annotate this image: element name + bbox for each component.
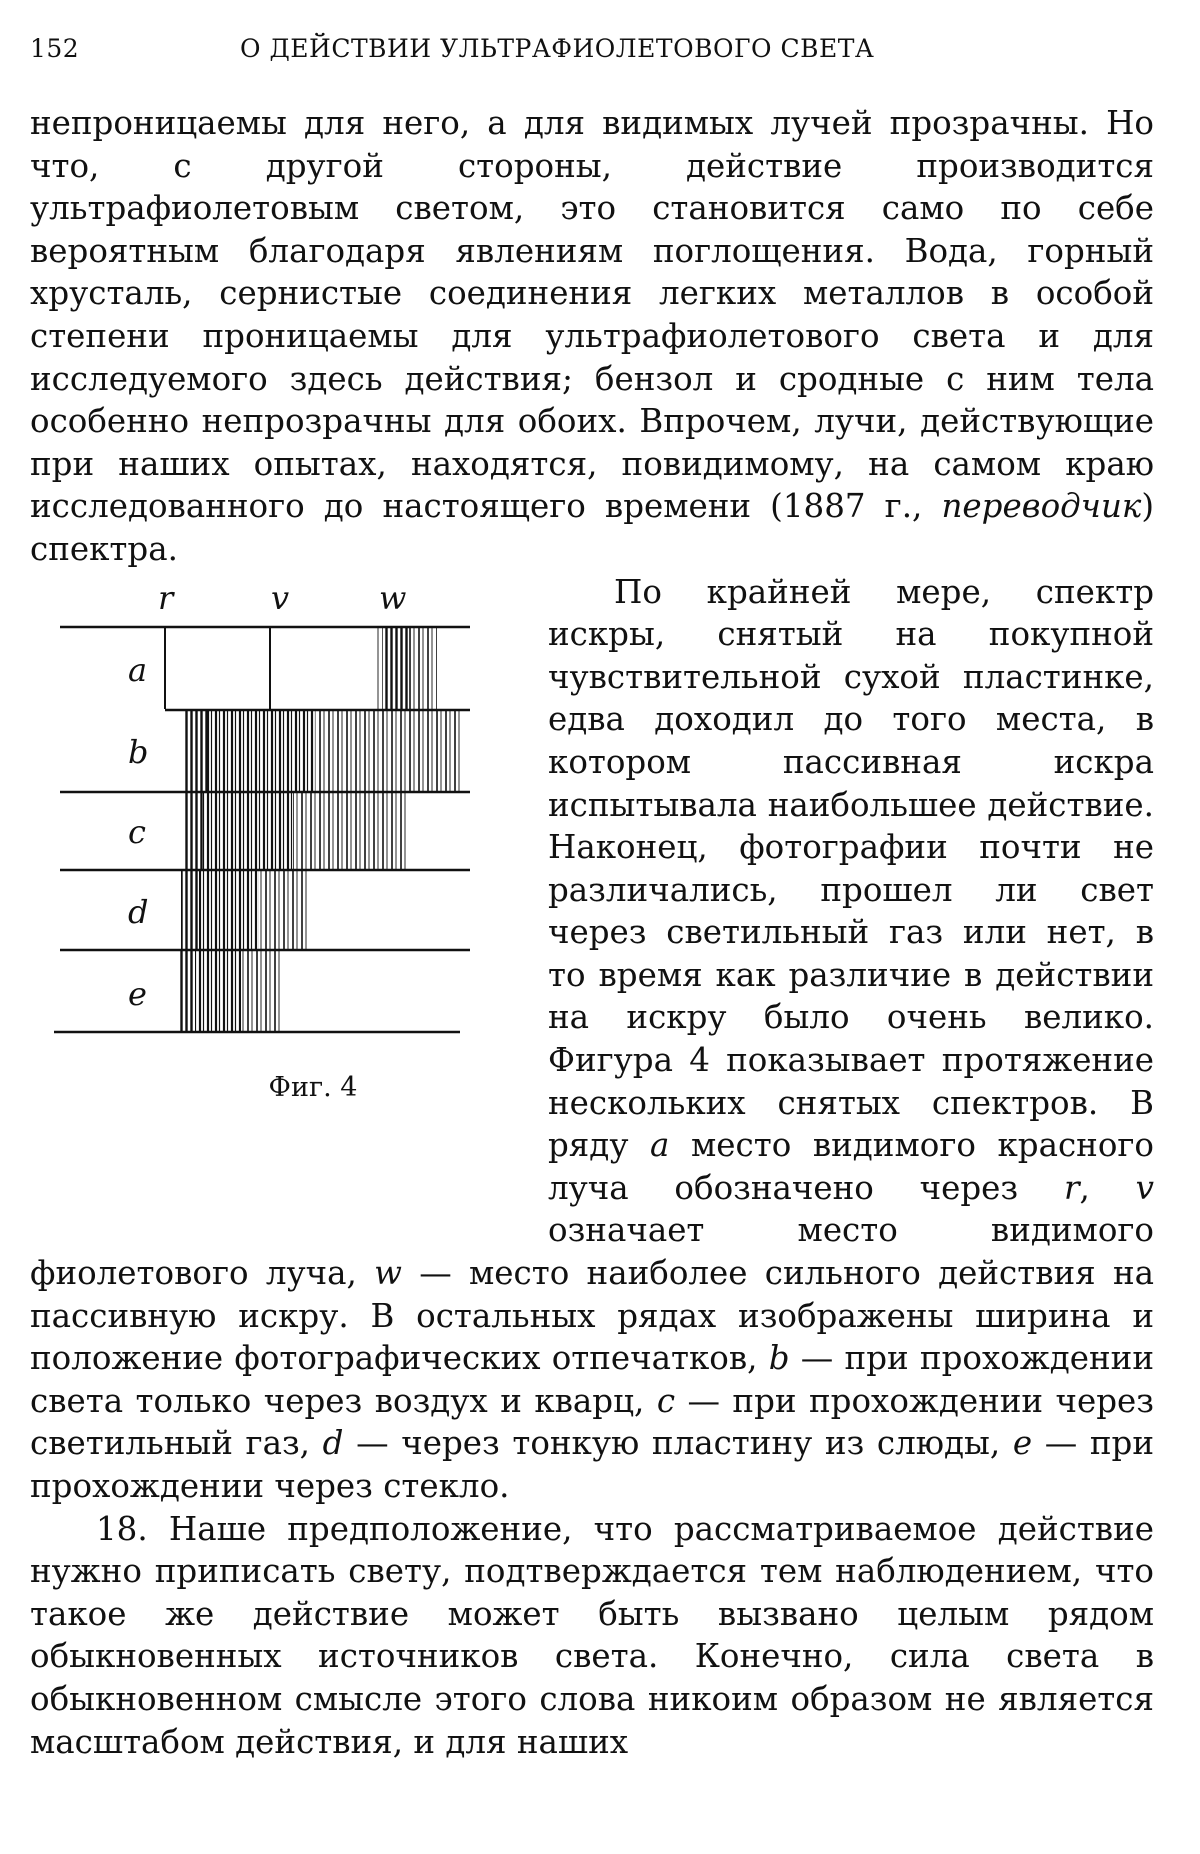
inline-row-c: c [656, 1381, 676, 1420]
inline-mark-w: w [374, 1254, 402, 1293]
paragraph-section-18 [30, 1508, 1154, 1764]
paragraph-2-text-h: — через тонкую пластину из слюды, [343, 1424, 1013, 1463]
paragraph-2-text-e: — место наиболее сильного действия на пассивную искру. В остальных рядах изображены ширина и положение фотографических отпечатков, [30, 1254, 1154, 1378]
inline-row-b: b [768, 1339, 790, 1378]
spectrum-c-edge [183, 793, 203, 869]
row-label-e: e [128, 974, 147, 1013]
running-header [30, 34, 1154, 74]
inline-row-e: e [1012, 1424, 1033, 1463]
paragraph-1-text: непроницаемы для него, а для видимых лучей прозрачны. Но что, с другой стороны, действие производится ультрафиолетовым светом, это становится само по себе вероятным благодаря явлениям поглощения. Вода, горный хрусталь, сернистые соединения легких металлов в особой степени проницаемы для ультрафиолетового света и для исследуемого здесь действия; бензол и сродные с ним тела особенно непрозрачны для обоих. Впрочем, лучи, действующие при наших опытах, находятся, повидимому, на самом краю исследованного до настоящего времени (1887 г., [30, 104, 1154, 526]
row-label-b: b [128, 732, 149, 771]
paragraph-2-text-a: По крайней мере, спектр искры, снятый на покупной чувствительной сухой пластинке, едва доходил до того места, в котором пассивная искра испытывала наибольшее действие. Наконец, фотографии почти не различались, прошел ли свет через светильный газ или нет, в то время как различие в действии на искру было очень велико. Фигура 4 показывает протяжение нескольких снятых спектров. В ряду [548, 572, 1154, 1165]
inline-mark-v: v [1135, 1168, 1154, 1207]
translator-note: переводчик [941, 487, 1142, 526]
page-number: 152 [30, 34, 80, 63]
row-label-a: a [128, 650, 148, 689]
paragraph-3-text: 18. Наше предположение, что рассматриваемое действие нужно приписать свету, подтверждается тем наблюдением, что такое же действие может быть вызвано целым рядом обыкновенных источников света. Конечно, сила света в обыкновенном смысле этого слова никоим образом не является масштабом действия, и для наших [30, 1509, 1154, 1761]
inline-mark-r: r [1063, 1168, 1080, 1207]
running-title: О ДЕЙСТВИИ УЛЬТРАФИОЛЕТОВОГО СВЕТА [240, 34, 875, 63]
spectrum-a-w-core [382, 627, 408, 709]
paragraph-2-text-g: — при прохождении через светильный газ, [30, 1381, 1154, 1463]
paragraph-continuation [30, 102, 1154, 571]
paragraph-spectra [30, 571, 1154, 1508]
figure-caption: Фиг. 4 [268, 1071, 358, 1103]
column-label-w: w [379, 578, 407, 617]
paragraph-1-end: ) спектра. [30, 487, 1154, 568]
paragraph-2-text-b: место видимого красного луча обозначено через [548, 1126, 1155, 1207]
spectra-diagram [30, 571, 530, 1116]
inline-row-d: d [322, 1424, 344, 1463]
figure-4 [30, 571, 530, 1221]
spectrum-d-edge [181, 871, 199, 949]
column-label-r: r [158, 578, 174, 617]
spectrum-b-edge [185, 711, 207, 791]
body-text [30, 102, 1154, 1763]
row-label-d: d [128, 892, 149, 931]
inline-row-a: a [650, 1126, 670, 1165]
paragraph-2-text-c: , [1079, 1168, 1136, 1207]
spectrum-e-edge [179, 951, 195, 1031]
paragraph-2-text-i: — при прохождении через стекло. [30, 1424, 1154, 1505]
row-label-c: c [128, 812, 146, 851]
paragraph-2-text-d: означает место видимого фиолетового луча, [30, 1211, 1154, 1293]
column-label-v: v [271, 578, 290, 617]
paragraph-2-text-f: — при прохождении света только через воздух и кварц, [30, 1339, 1154, 1420]
